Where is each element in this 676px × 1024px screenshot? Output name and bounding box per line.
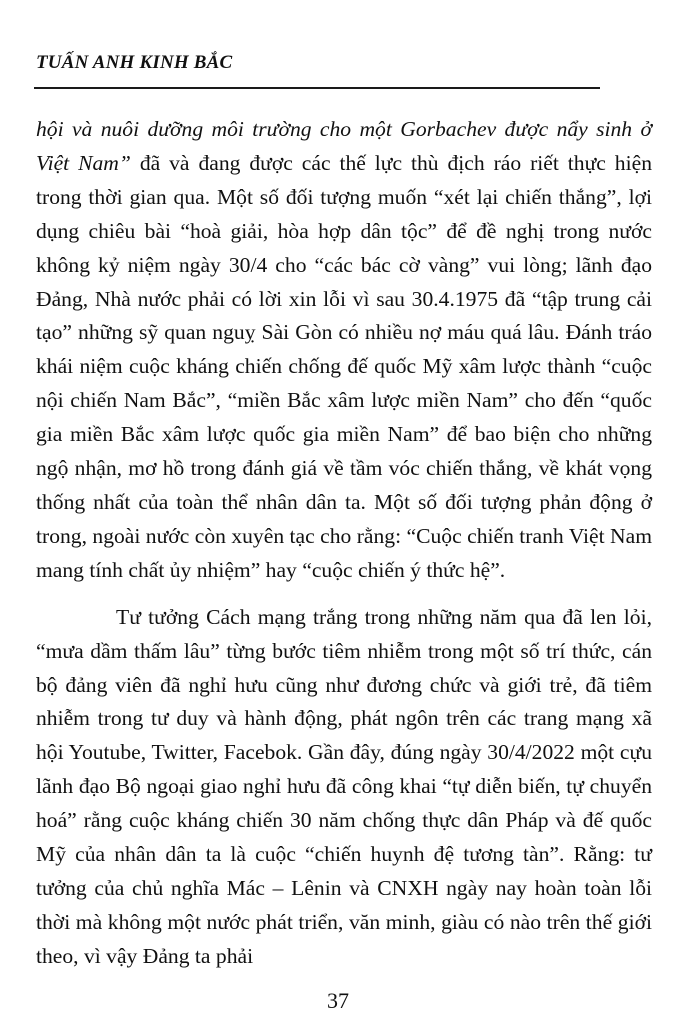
paragraph-1 bbox=[36, 113, 652, 588]
header-rule bbox=[34, 87, 600, 89]
page-number: 37 bbox=[327, 988, 349, 1013]
paragraph-1-italic-quote: hội và nuôi dưỡng môi trường cho một Gorbachev được nẩy sinh ở Việt Nam” bbox=[36, 117, 652, 175]
body-text bbox=[36, 113, 652, 974]
running-header: TUẤN ANH KINH BẮC bbox=[36, 52, 233, 73]
paragraph-2: Tư tưởng Cách mạng trắng trong những năm qua đã len lỏi, “mưa dầm thấm lâu” từng bước tiêm nhiễm trong một số trí thức, cán bộ đảng viên đã nghỉ hưu cũng như đương chức và giới trẻ, đã tiêm nhiễm trong tư duy và hành động, phát ngôn trên các trang mạng xã hội Youtube, Twitter, Facebok. Gần đây, đúng ngày 30/4/2022 một cựu lãnh đạo Bộ ngoại giao nghỉ hưu đã công khai “tự diễn biến, tự chuyển hoá” rằng cuộc kháng chiến 30 năm chống thực dân Pháp và đế quốc Mỹ của nhân dân ta là cuộc “chiến huynh đệ tương tàn”. Rằng: tư tưởng của chủ nghĩa Mác – Lênin và CNXH ngày nay hoàn toàn lỗi thời mà không một nước phát triển, văn minh, giàu có nào trên thế giới theo, vì vậy Đảng ta phải bbox=[36, 604, 652, 968]
paragraph-1-text: đã và đang được các thế lực thù địch ráo riết thực hiện trong thời gian qua. Một số đối tượng muốn “xét lại chiến thắng”, lợi dụng chiêu bài “hoà giải, hòa hợp dân tộc” để đề nghị trong nước không kỷ niệm ngày 30/4 cho “các bác cờ vàng” vui lòng; lãnh đạo Đảng, Nhà nước phải có lời xin lỗi vì sau 30.4.1975 đã “tập trung cải tạo” những sỹ quan nguỵ Sài Gòn có nhiều nợ máu quá lâu. Đánh tráo khái niệm cuộc kháng chiến chống đế quốc Mỹ xâm lược thành “cuộc nội chiến Nam Bắc”, “miền Bắc xâm lược miền Nam” cho đến “quốc gia miền Bắc xâm lược quốc gia miền Nam” để bao biện cho những ngộ nhận, mơ hồ trong đánh giá về tầm vóc chiến thắng, về khát vọng thống nhất của toàn thể nhân dân ta. Một số đối tượng phản động ở trong, ngoài nước còn xuyên tạc cho rằng: “Cuộc chiến tranh Việt Nam mang tính chất ủy nhiệm” hay “cuộc chiến ý thức hệ”. bbox=[36, 150, 652, 582]
